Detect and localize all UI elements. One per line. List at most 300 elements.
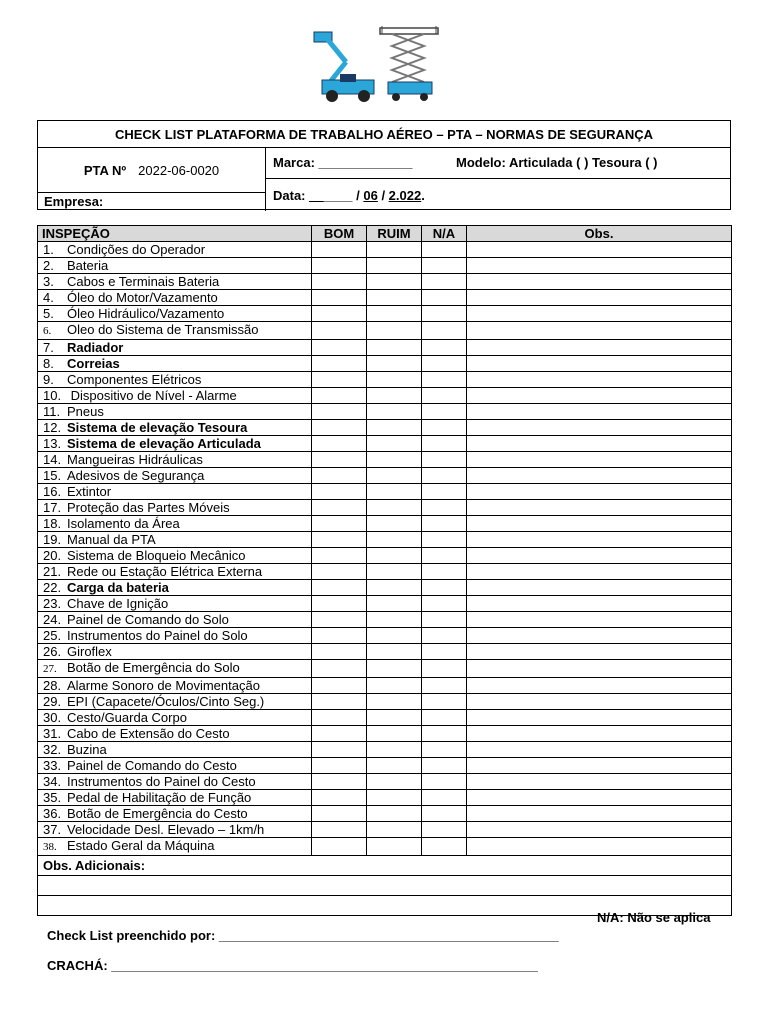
na-cell[interactable] bbox=[422, 242, 467, 258]
item-label: EPI (Capacete/Óculos/Cinto Seg.) bbox=[67, 694, 265, 709]
table-row bbox=[38, 484, 732, 500]
inspection-rows bbox=[38, 242, 732, 856]
table-row bbox=[38, 290, 732, 306]
obs-cell[interactable] bbox=[467, 742, 732, 758]
table-row bbox=[38, 742, 732, 758]
item-label: Estado Geral da Máquina bbox=[67, 838, 215, 853]
boom-lift-icon bbox=[314, 32, 374, 102]
empresa-label[interactable]: Empresa: bbox=[44, 194, 104, 209]
inspection-item bbox=[38, 306, 312, 322]
obs-cell[interactable] bbox=[467, 356, 732, 372]
item-number: 14. bbox=[43, 452, 62, 467]
bom-cell[interactable] bbox=[312, 580, 367, 596]
data-prefix: Data: bbox=[273, 188, 310, 203]
inspection-item bbox=[38, 774, 312, 790]
ruim-cell[interactable] bbox=[367, 612, 422, 628]
na-cell[interactable] bbox=[422, 596, 467, 612]
bom-cell[interactable] bbox=[312, 532, 367, 548]
na-cell[interactable] bbox=[422, 500, 467, 516]
ruim-cell[interactable] bbox=[367, 548, 422, 564]
ruim-cell[interactable] bbox=[367, 404, 422, 420]
ruim-cell[interactable] bbox=[367, 242, 422, 258]
col-ruim: RUIM bbox=[367, 226, 422, 242]
col-obs: Obs. bbox=[467, 226, 732, 242]
item-label: Velocidade Desl. Elevado – 1km/h bbox=[67, 822, 265, 837]
table-row bbox=[38, 726, 732, 742]
inspection-item bbox=[38, 532, 312, 548]
bom-cell[interactable] bbox=[312, 340, 367, 356]
obs-cell[interactable] bbox=[467, 790, 732, 806]
table-row bbox=[38, 758, 732, 774]
obs-cell[interactable] bbox=[467, 806, 732, 822]
aerial-platforms-logo bbox=[300, 22, 470, 104]
ruim-cell[interactable] bbox=[367, 468, 422, 484]
item-label: Carga da bateria bbox=[67, 580, 169, 595]
item-label: Botão de Emergência do Solo bbox=[67, 660, 240, 675]
table-row bbox=[38, 356, 732, 372]
obs-cell[interactable] bbox=[467, 242, 732, 258]
header-right bbox=[266, 148, 730, 211]
obs-cell[interactable] bbox=[467, 710, 732, 726]
table-row bbox=[38, 710, 732, 726]
item-number: 4. bbox=[43, 290, 54, 305]
item-label: Cabo de Extensão do Cesto bbox=[67, 726, 230, 741]
obs-cell[interactable] bbox=[467, 726, 732, 742]
inspection-item bbox=[38, 420, 312, 436]
na-cell[interactable] bbox=[422, 436, 467, 452]
table-row bbox=[38, 644, 732, 660]
obs-cell[interactable] bbox=[467, 322, 732, 340]
bom-cell[interactable] bbox=[312, 388, 367, 404]
item-number: 27. bbox=[43, 663, 57, 675]
item-label: Pneus bbox=[67, 404, 104, 419]
table-row bbox=[38, 548, 732, 564]
inspection-item bbox=[38, 710, 312, 726]
table-row bbox=[38, 372, 732, 388]
ruim-cell[interactable] bbox=[367, 356, 422, 372]
obs-cell[interactable] bbox=[467, 340, 732, 356]
na-cell[interactable] bbox=[422, 290, 467, 306]
data-year: 2.022 bbox=[388, 188, 422, 203]
na-cell[interactable] bbox=[422, 612, 467, 628]
bom-cell[interactable] bbox=[312, 436, 367, 452]
table-row bbox=[38, 306, 732, 322]
inspection-item bbox=[38, 580, 312, 596]
ruim-cell[interactable] bbox=[367, 838, 422, 856]
obs-cell[interactable] bbox=[467, 580, 732, 596]
inspection-item bbox=[38, 436, 312, 452]
ruim-cell[interactable] bbox=[367, 822, 422, 838]
bom-cell[interactable] bbox=[312, 742, 367, 758]
inspection-item bbox=[38, 388, 312, 404]
obs-cell[interactable] bbox=[467, 372, 732, 388]
na-cell[interactable] bbox=[422, 452, 467, 468]
table-row bbox=[38, 838, 732, 856]
inspection-table bbox=[37, 225, 732, 916]
item-number: 24. bbox=[43, 612, 62, 627]
ruim-cell[interactable] bbox=[367, 452, 422, 468]
ruim-cell[interactable] bbox=[367, 484, 422, 500]
na-cell[interactable] bbox=[422, 372, 467, 388]
item-number: 33. bbox=[43, 758, 62, 773]
table-row bbox=[38, 694, 732, 710]
inspection-item bbox=[38, 484, 312, 500]
na-cell[interactable] bbox=[422, 564, 467, 580]
item-number: 26. bbox=[43, 644, 62, 659]
obs-cell[interactable] bbox=[467, 306, 732, 322]
ruim-cell[interactable] bbox=[367, 340, 422, 356]
na-cell[interactable] bbox=[422, 258, 467, 274]
na-cell[interactable] bbox=[422, 838, 467, 856]
inspection-item bbox=[38, 340, 312, 356]
item-number: 11. bbox=[43, 404, 61, 419]
na-cell[interactable] bbox=[422, 274, 467, 290]
data-row bbox=[266, 179, 730, 211]
ruim-cell[interactable] bbox=[367, 644, 422, 660]
bom-cell[interactable] bbox=[312, 404, 367, 420]
item-number: 19. bbox=[43, 532, 62, 547]
na-cell[interactable] bbox=[422, 306, 467, 322]
obs-cell[interactable] bbox=[467, 758, 732, 774]
bom-cell[interactable] bbox=[312, 548, 367, 564]
ruim-cell[interactable] bbox=[367, 258, 422, 274]
ruim-cell[interactable] bbox=[367, 290, 422, 306]
item-label: Dispositivo de Nível - Alarme bbox=[67, 388, 237, 403]
inspection-item bbox=[38, 258, 312, 274]
na-cell[interactable] bbox=[422, 694, 467, 710]
item-label: Condições do Operador bbox=[67, 242, 206, 257]
ruim-cell[interactable] bbox=[367, 436, 422, 452]
na-cell[interactable] bbox=[422, 822, 467, 838]
na-cell[interactable] bbox=[422, 742, 467, 758]
inspection-item bbox=[38, 322, 312, 340]
na-cell[interactable] bbox=[422, 806, 467, 822]
table-header-row bbox=[38, 226, 732, 242]
na-cell[interactable] bbox=[422, 678, 467, 694]
ruim-cell[interactable] bbox=[367, 726, 422, 742]
inspection-item bbox=[38, 516, 312, 532]
bom-cell[interactable] bbox=[312, 790, 367, 806]
ruim-cell[interactable] bbox=[367, 420, 422, 436]
item-number: 25. bbox=[43, 628, 62, 643]
item-label: Painel de Comando do Solo bbox=[67, 612, 229, 627]
ruim-cell[interactable] bbox=[367, 306, 422, 322]
table-row bbox=[38, 274, 732, 290]
item-number: 6. bbox=[43, 325, 52, 337]
item-label: Oleo do Sistema de Transmissão bbox=[67, 322, 259, 337]
obs-cell[interactable] bbox=[467, 694, 732, 710]
na-cell[interactable] bbox=[422, 484, 467, 500]
obs-cell[interactable] bbox=[467, 660, 732, 678]
item-number: 10. bbox=[43, 388, 62, 403]
ruim-cell[interactable] bbox=[367, 516, 422, 532]
na-cell[interactable] bbox=[422, 548, 467, 564]
obs-cell[interactable] bbox=[467, 596, 732, 612]
ruim-cell[interactable] bbox=[367, 580, 422, 596]
na-cell[interactable] bbox=[422, 356, 467, 372]
ruim-cell[interactable] bbox=[367, 322, 422, 340]
na-cell[interactable] bbox=[422, 758, 467, 774]
bom-cell[interactable] bbox=[312, 516, 367, 532]
obs-cell[interactable] bbox=[467, 274, 732, 290]
na-cell[interactable] bbox=[422, 726, 467, 742]
table-row bbox=[38, 532, 732, 548]
table-row bbox=[38, 596, 732, 612]
item-label: Bateria bbox=[67, 258, 109, 273]
item-number: 8. bbox=[43, 356, 54, 371]
bom-cell[interactable] bbox=[312, 774, 367, 790]
table-row bbox=[38, 322, 732, 340]
inspection-item bbox=[38, 564, 312, 580]
ruim-cell[interactable] bbox=[367, 790, 422, 806]
inspection-item bbox=[38, 290, 312, 306]
ruim-cell[interactable] bbox=[367, 388, 422, 404]
col-na: N/A bbox=[422, 226, 467, 242]
data-day: __ bbox=[309, 188, 324, 203]
obs-cell[interactable] bbox=[467, 484, 732, 500]
ruim-cell[interactable] bbox=[367, 742, 422, 758]
obs-cell[interactable] bbox=[467, 548, 732, 564]
item-label: Pedal de Habilitação de Função bbox=[67, 790, 252, 805]
table-row bbox=[38, 774, 732, 790]
table-row bbox=[38, 420, 732, 436]
table-row bbox=[38, 806, 732, 822]
obs-cell[interactable] bbox=[467, 774, 732, 790]
data-sep: / bbox=[377, 188, 389, 203]
na-cell[interactable] bbox=[422, 774, 467, 790]
bom-cell[interactable] bbox=[312, 564, 367, 580]
table-row bbox=[38, 452, 732, 468]
obs-cell[interactable] bbox=[467, 644, 732, 660]
bom-cell[interactable] bbox=[312, 306, 367, 322]
item-number: 23. bbox=[43, 596, 62, 611]
obs-cell[interactable] bbox=[467, 388, 732, 404]
na-cell[interactable] bbox=[422, 388, 467, 404]
item-number: 16. bbox=[43, 484, 62, 499]
na-cell[interactable] bbox=[422, 790, 467, 806]
item-label: Proteção das Partes Móveis bbox=[67, 500, 230, 515]
na-cell[interactable] bbox=[422, 340, 467, 356]
ruim-cell[interactable] bbox=[367, 694, 422, 710]
bom-cell[interactable] bbox=[312, 678, 367, 694]
ruim-cell[interactable] bbox=[367, 710, 422, 726]
ruim-cell[interactable] bbox=[367, 678, 422, 694]
na-cell[interactable] bbox=[422, 532, 467, 548]
header-left bbox=[38, 148, 266, 211]
data-blank: ____ / bbox=[323, 188, 364, 203]
na-cell[interactable] bbox=[422, 404, 467, 420]
bom-cell[interactable] bbox=[312, 758, 367, 774]
na-cell[interactable] bbox=[422, 628, 467, 644]
bom-cell[interactable] bbox=[312, 644, 367, 660]
obs-cell[interactable] bbox=[467, 420, 732, 436]
bom-cell[interactable] bbox=[312, 468, 367, 484]
na-cell[interactable] bbox=[422, 644, 467, 660]
obs-cell[interactable] bbox=[467, 532, 732, 548]
obs-cell[interactable] bbox=[467, 258, 732, 274]
table-row bbox=[38, 516, 732, 532]
form-header bbox=[37, 120, 731, 210]
bom-cell[interactable] bbox=[312, 356, 367, 372]
col-inspecao: INSPEÇÃO bbox=[38, 226, 312, 242]
table-row bbox=[38, 564, 732, 580]
item-label: Sistema de elevação Tesoura bbox=[67, 420, 248, 435]
item-number: 28. bbox=[43, 678, 62, 693]
na-legend: N/A: Não se aplica bbox=[597, 910, 711, 925]
data-end: . bbox=[421, 188, 425, 203]
item-number: 30. bbox=[43, 710, 62, 725]
inspection-item bbox=[38, 628, 312, 644]
obs-cell[interactable] bbox=[467, 628, 732, 644]
inspection-item bbox=[38, 404, 312, 420]
data-field[interactable] bbox=[273, 188, 425, 203]
obs-cell[interactable] bbox=[467, 822, 732, 838]
obs-cell[interactable] bbox=[467, 612, 732, 628]
inspection-item bbox=[38, 822, 312, 838]
obs-adicionais-label[interactable]: Obs. Adicionais: bbox=[38, 856, 732, 876]
inspection-item bbox=[38, 726, 312, 742]
obs-cell[interactable] bbox=[467, 516, 732, 532]
item-number: 1. bbox=[43, 242, 54, 257]
bom-cell[interactable] bbox=[312, 596, 367, 612]
obs-cell[interactable] bbox=[467, 404, 732, 420]
pta-field bbox=[38, 148, 265, 193]
table-row bbox=[38, 340, 732, 356]
item-number: 9. bbox=[43, 372, 54, 387]
item-number: 7. bbox=[43, 340, 54, 355]
item-number: 13. bbox=[43, 436, 62, 451]
inspection-item bbox=[38, 452, 312, 468]
ruim-cell[interactable] bbox=[367, 774, 422, 790]
bom-cell[interactable] bbox=[312, 420, 367, 436]
item-number: 15. bbox=[43, 468, 62, 483]
bom-cell[interactable] bbox=[312, 452, 367, 468]
na-cell[interactable] bbox=[422, 660, 467, 678]
bom-cell[interactable] bbox=[312, 372, 367, 388]
table-row bbox=[38, 822, 732, 838]
ruim-cell[interactable] bbox=[367, 274, 422, 290]
bom-cell[interactable] bbox=[312, 806, 367, 822]
item-label: Cesto/Guarda Corpo bbox=[67, 710, 187, 725]
inspection-item bbox=[38, 806, 312, 822]
item-number: 17. bbox=[43, 500, 62, 515]
data-month: 06 bbox=[363, 188, 378, 203]
obs-cell[interactable] bbox=[467, 500, 732, 516]
ruim-cell[interactable] bbox=[367, 806, 422, 822]
obs-cell[interactable] bbox=[467, 838, 732, 856]
filled-by-field[interactable]: Check List preenchido por: _______________________________________________ bbox=[47, 928, 559, 943]
na-cell[interactable] bbox=[422, 468, 467, 484]
table-row bbox=[38, 612, 732, 628]
inspection-item bbox=[38, 356, 312, 372]
na-cell[interactable] bbox=[422, 710, 467, 726]
bom-cell[interactable] bbox=[312, 484, 367, 500]
table-row bbox=[38, 388, 732, 404]
bom-cell[interactable] bbox=[312, 694, 367, 710]
table-row bbox=[38, 790, 732, 806]
pta-label: PTA Nº bbox=[83, 162, 127, 178]
inspection-item bbox=[38, 644, 312, 660]
bom-cell[interactable] bbox=[312, 322, 367, 340]
bom-cell[interactable] bbox=[312, 628, 367, 644]
ruim-cell[interactable] bbox=[367, 564, 422, 580]
ruim-cell[interactable] bbox=[367, 372, 422, 388]
obs-cell[interactable] bbox=[467, 678, 732, 694]
cracha-field[interactable]: CRACHÁ: ___________________________________________________________ bbox=[47, 958, 538, 973]
na-cell[interactable] bbox=[422, 322, 467, 340]
ruim-cell[interactable] bbox=[367, 628, 422, 644]
bom-cell[interactable] bbox=[312, 710, 367, 726]
bom-cell[interactable] bbox=[312, 726, 367, 742]
pta-number[interactable]: 2022-06-0020 bbox=[138, 162, 220, 178]
bom-cell[interactable] bbox=[312, 612, 367, 628]
inspection-item bbox=[38, 548, 312, 564]
item-label: Cabos e Terminais Bateria bbox=[67, 274, 220, 289]
inspection-item bbox=[38, 758, 312, 774]
bom-cell[interactable] bbox=[312, 838, 367, 856]
na-cell[interactable] bbox=[422, 420, 467, 436]
item-label: Componentes Elétricos bbox=[67, 372, 202, 387]
inspection-item bbox=[38, 694, 312, 710]
item-number: 32. bbox=[43, 742, 62, 757]
bom-cell[interactable] bbox=[312, 290, 367, 306]
obs-cell[interactable] bbox=[467, 468, 732, 484]
bom-cell[interactable] bbox=[312, 500, 367, 516]
na-cell[interactable] bbox=[422, 516, 467, 532]
inspection-item bbox=[38, 596, 312, 612]
item-number: 31. bbox=[43, 726, 62, 741]
obs-cell[interactable] bbox=[467, 436, 732, 452]
ruim-cell[interactable] bbox=[367, 758, 422, 774]
item-number: 29. bbox=[43, 694, 62, 709]
item-label: Extintor bbox=[67, 484, 112, 499]
bom-cell[interactable] bbox=[312, 822, 367, 838]
inspection-item bbox=[38, 660, 312, 678]
marca-field[interactable]: Marca: _____________ bbox=[273, 155, 413, 170]
obs-cell[interactable] bbox=[467, 452, 732, 468]
inspection-item bbox=[38, 838, 312, 856]
item-label: Manual da PTA bbox=[67, 532, 156, 547]
modelo-field[interactable]: Modelo: Articulada ( ) Tesoura ( ) bbox=[456, 155, 658, 170]
inspection-item bbox=[38, 274, 312, 290]
item-number: 5. bbox=[43, 306, 54, 321]
item-number: 2. bbox=[43, 258, 54, 273]
bom-cell[interactable] bbox=[312, 660, 367, 678]
obs-blank-row bbox=[38, 876, 732, 896]
table-row bbox=[38, 500, 732, 516]
na-cell[interactable] bbox=[422, 580, 467, 596]
table-row bbox=[38, 242, 732, 258]
inspection-item bbox=[38, 678, 312, 694]
item-number: 35. bbox=[43, 790, 62, 805]
obs-blank-cell[interactable] bbox=[38, 876, 732, 896]
inspection-item bbox=[38, 468, 312, 484]
item-label: Sistema de Bloqueio Mecânico bbox=[67, 548, 246, 563]
obs-cell[interactable] bbox=[467, 564, 732, 580]
bom-cell[interactable] bbox=[312, 242, 367, 258]
ruim-cell[interactable] bbox=[367, 660, 422, 678]
ruim-cell[interactable] bbox=[367, 532, 422, 548]
bom-cell[interactable] bbox=[312, 274, 367, 290]
item-label: Adesivos de Segurança bbox=[67, 468, 205, 483]
col-bom: BOM bbox=[312, 226, 367, 242]
ruim-cell[interactable] bbox=[367, 596, 422, 612]
obs-cell[interactable] bbox=[467, 290, 732, 306]
ruim-cell[interactable] bbox=[367, 500, 422, 516]
item-number: 38. bbox=[43, 841, 57, 853]
obs-adicionais-row bbox=[38, 856, 732, 876]
bom-cell[interactable] bbox=[312, 258, 367, 274]
